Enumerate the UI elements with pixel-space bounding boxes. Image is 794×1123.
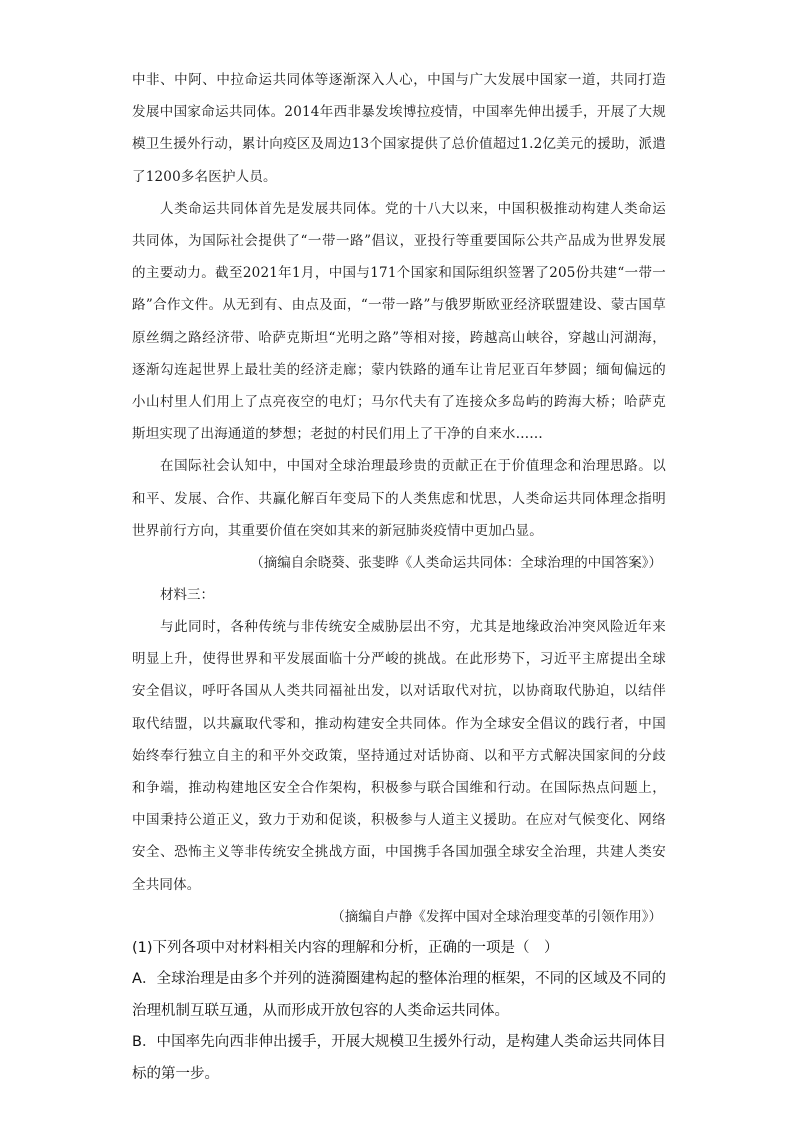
option-a: A．全球治理是由多个并列的涟漪圈建构起的整体治理的框架，不同的区域及不同的治理机制互联互通，从而形成开放包容的人类命运共同体。 xyxy=(132,971,666,1019)
material-3-source: （摘编自卢静《发挥中国对全球治理变革的引领作用》） xyxy=(331,908,662,925)
question-stem: (1)下列各项中对材料相关内容的理解和分析，正确的一项是（ ） xyxy=(132,939,559,956)
material-3-heading: 材料三： xyxy=(160,587,214,604)
passage-paragraph-4: 与此同时，各种传统与非传统安全威胁层出不穷，尤其是地缘政治冲突风险近年来明显上升，使得世界和平发展面临十分严峻的挑战。在此形势下，习近平主席提出全球安全倡议，呼吁各国从人类共同福祉出发，以对话取代对抗，以协商取代胁迫，以结伴取代结盟，以共赢取代零和，推动构建安全共同体。作为全球安全倡议的践行者，中国始终奉行独立自主的和平外交政策，坚持通过对话协商、以和平方式解决国家间的分歧和争端，推动构建地区安全合作架构，积极参与联合国维和行动。在国际热点问题上，中国秉持公道正义，致力于劝和促谈，积极参与人道主义援助。在应对气候变化、网络安全、恐怖主义等非传统安全挑战方面，中国携手各国加强全球安全治理，共建人类安全共同体。 xyxy=(132,619,666,893)
passage-paragraph-3: 在国际社会认知中，中国对全球治理最珍贵的贡献正在于价值理念和治理思路。以和平、发展、合作、共赢化解百年变局下的人类焦虑和忧思，人类命运共同体理念指明世界前行方向，其重要价值在突如其来的新冠肺炎疫情中更加凸显。 xyxy=(132,458,666,539)
page-content xyxy=(132,64,666,1090)
passage-paragraph-2: 人类命运共同体首先是发展共同体。党的十八大以来，中国积极推动构建人类命运共同体，为国际社会提供了“一带一路”倡议，亚投行等重要国际公共产品成为世界发展的主要动力。截至2021年1月，中国与171个国家和国际组织签署了205份共建“一带一路”合作文件。从无到有、由点及面，“一带一路”与俄罗斯欧亚经济联盟建设、蒙古国草原丝绸之路经济带、哈萨克斯坦“光明之路”等相对接，跨越高山峡谷，穿越山河湖海，逐渐勾连起世界上最壮美的经济走廊；蒙内铁路的通车让肯尼亚百年梦圆；缅甸偏远的小山村里人们用上了点亮夜空的电灯；马尔代夫有了连接众多岛屿的跨海大桥；哈萨克斯坦实现了出海通道的梦想；老挝的村民们用上了干净的自来水…… xyxy=(132,200,666,443)
option-b: B．中国率先向西非伸出援手，开展大规模卫生援外行动，是构建人类命运共同体目标的第一步。 xyxy=(132,1034,666,1082)
material-2-source: （摘编自余晓葵、张斐晔《人类命运共同体：全球治理的中国答案》） xyxy=(250,555,662,572)
passage-paragraph-1: 中非、中阿、中拉命运共同体等逐渐深入人心，中国与广大发展中国家一道，共同打造发展中国家命运共同体。2014年西非暴发埃博拉疫情，中国率先伸出援手，开展了大规模卫生援外行动，累计向疫区及周边13个国家提供了总价值超过1.2亿美元的援助，派遣了1200多名医护人员。 xyxy=(132,72,666,185)
